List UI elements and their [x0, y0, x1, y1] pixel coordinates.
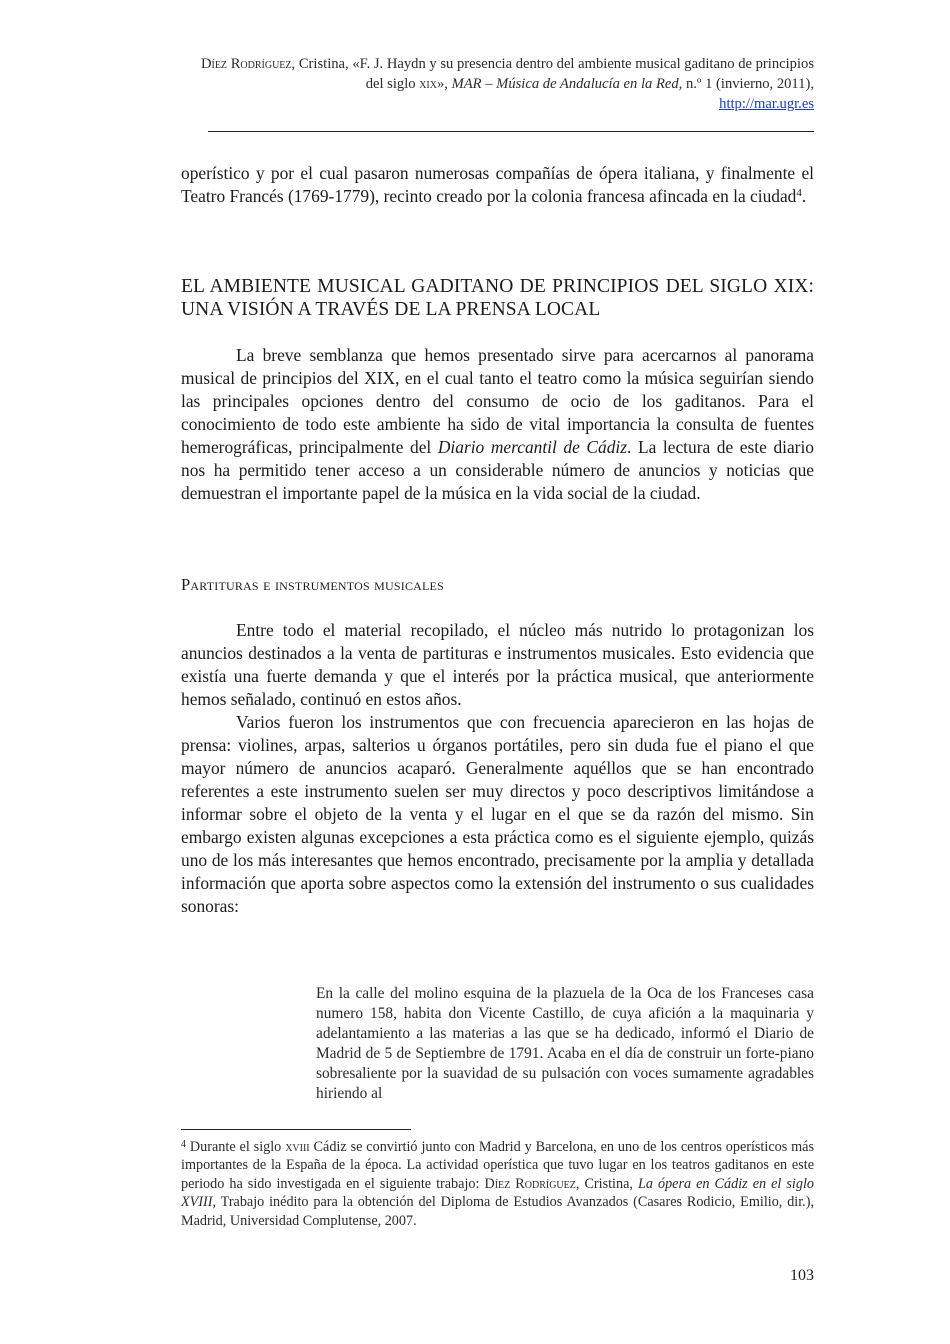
section-century: XIX [364, 368, 396, 388]
section-text-2: , en el cual tanto el teatro como la música seguirían siendo las principales opciones dentro del consumo de ocio de los gaditanos. Para el conocimiento de todo este ambiente ha sido de vital importancia la consulta de fuentes hemerográficas, principalmente del [181, 368, 814, 457]
footnote-author: Díez Rodríguez [484, 1175, 576, 1192]
paragraph-partituras: Entre todo el material recopilado, el núcleo más nutrido lo protagonizan los anuncios destinados a la venta de partituras e instrumentos musicales. Esto evidencia que existía una fuerte demanda y que el interés por la práctica musical, que anteriormente hemos señalado, continuó en estos años. [181, 620, 814, 709]
footnote-4 [181, 1138, 814, 1230]
subheading-partituras: Partituras e instrumentos musicales [181, 575, 444, 594]
footnote-text-3: , Cristina, [575, 1175, 638, 1192]
block-quote-text: En la calle del molino esquina de la plazuela de la Oca de los Franceses casa numero 158, habita don Vicente Castillo, de cuya afición a la maquinaria y adelantamiento a las materias a las que se ha dedicado, informó el Diario de Madrid de 5 de Septiembre de 1791. Acaba en el día de construir un forte-piano sobresaliente por la suavidad de su pulsación con voces sumamente agradables hiriendo al [316, 985, 814, 1102]
intro-end: . [801, 186, 807, 206]
block-quote [316, 984, 814, 1104]
intro-text: operístico y por el cual pasaron numerosas compañías de ópera italiana, y finalmente el Teatro Francés (1769-1779), recinto creado por la colonia francesa afincada en la ciudad [181, 163, 814, 206]
section-text-3: . La lectura de este diario nos ha permitido tener acceso a un considerable número de anuncios y noticias que demuestran el importante papel de la música en la vida social de la ciudad. [181, 437, 815, 503]
section-heading: EL AMBIENTE MUSICAL GADITANO DE PRINCIPIOS DEL SIGLO XIX: UNA VISIÓN A TRAVÉS DE LA PRENSA LOCAL [181, 276, 814, 320]
footnote-rule [181, 1129, 411, 1130]
header-url-link[interactable]: http://mar.ugr.es [719, 96, 814, 112]
header-journal-title: MAR – Música de Andalucía en la Red, [451, 76, 683, 92]
intro-paragraph [181, 162, 814, 208]
section-paragraph [181, 344, 814, 505]
newspaper-title: Diario mercantil de Cádiz [437, 437, 628, 457]
partituras-paragraphs [181, 619, 814, 918]
running-header [190, 54, 814, 114]
footnote-text-2: Cádiz se convirtió junto con Madrid y Barcelona, en uno de los centros operísticos más importantes de la España de la época. La actividad operística que tuvo lugar en los teatros gaditanos en este periodo ha sido investigada en el siguiente trabajo: [181, 1139, 814, 1192]
header-issue: n.º 1 (invierno, 2011), [682, 76, 814, 92]
footnote-century: xviii [285, 1139, 310, 1155]
header-rule [208, 131, 814, 132]
footnote-text-1: Durante el siglo [186, 1139, 286, 1155]
paragraph-instrumentos: Varios fueron los instrumentos que con frecuencia aparecieron en las hojas de prensa: violines, arpas, salterios u órganos portátiles, pero sin duda fue el piano el que mayor número de anuncios acaparó. Generalmente aquéllos que se han encontrado referentes a este instrumento suelen ser muy directos y poco descriptivos limitándose a informar sobre el objeto de la venta y el lugar en el que se da razón del mismo. Sin embargo existen algunas excepciones a esta práctica como es el siguiente ejemplo, quizás uno de los más interesantes que hemos encontrado, precisamente por la amplia y detallada información que aporta sobre aspectos como la extensión del instrumento o sus cualidades sonoras: [181, 712, 814, 916]
header-citation-text: , Cristina, «F. J. Haydn y su presencia dentro del ambiente musical gaditano de principios del siglo [291, 56, 814, 92]
header-after-century: », [436, 76, 452, 92]
page-number: 103 [790, 1267, 814, 1284]
section-text-1: La breve semblanza que hemos presentado sirve para acercarnos al panorama musical de principios del [181, 345, 814, 388]
footnote-text-4: , Trabajo inédito para la obtención del Diploma de Estudios Avanzados (Casares Rodicio, Emilio, dir.), Madrid, Universidad Complutense, 2007. [181, 1194, 814, 1229]
header-century: xix [419, 76, 437, 92]
header-author-surname: Díez Rodríguez [200, 56, 292, 72]
footnote-work-title: La ópera en Cádiz en el siglo XVIII [181, 1175, 814, 1211]
footnote-number: 4 [181, 1139, 186, 1150]
footnote-ref-4[interactable]: 4 [796, 187, 802, 199]
